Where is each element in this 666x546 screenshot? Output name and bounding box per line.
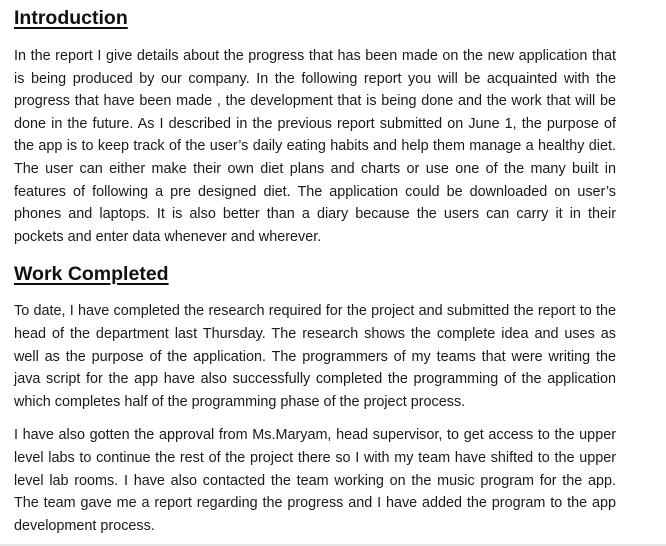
section-heading-introduction: Introduction [14, 7, 128, 29]
work-completed-paragraph-1[interactable]: To date, I have completed the research required for the project and submitted the report to the head of the department last Thursday. The research shows the complete idea and uses as well as the purpose of the application. The programmers of my teams that were writing the java script for the app have also successfully completed the programming of the application which completes half of the programming phase of the project process. [14, 303, 616, 410]
document-page [14, 4, 616, 537]
section-heading-work-completed: Work Completed [14, 263, 169, 286]
introduction-paragraph[interactable]: In the report I give details about the progress that has been made on the new application that is being produced by our company. In the following report you will be acquainted with the progress that have been made , the development that is being done and the work that will be done in the future. As I described in the previous report submitted on June 1, the purpose of the app is to keep track of the user’s daily eating habits and help them manage a healthy diet. The user can either make their own diet plans and charts or use one of the many built in features of following a pre designed diet. The application could be downloaded on user’s phones and laptops. It is also better than a diary because the users can carry it in their pockets and enter data whenever and wherever. [14, 48, 616, 245]
work-completed-paragraph-2[interactable]: I have also gotten the approval from Ms.Maryam, head supervisor, to get access to the upper level labs to continue the rest of the project there so I with my team have shifted to the upper level lab rooms. I have also contacted the team working on the music program for the app. The team gave me a report regarding the progress and I have added the program to the app development process. [14, 427, 616, 534]
